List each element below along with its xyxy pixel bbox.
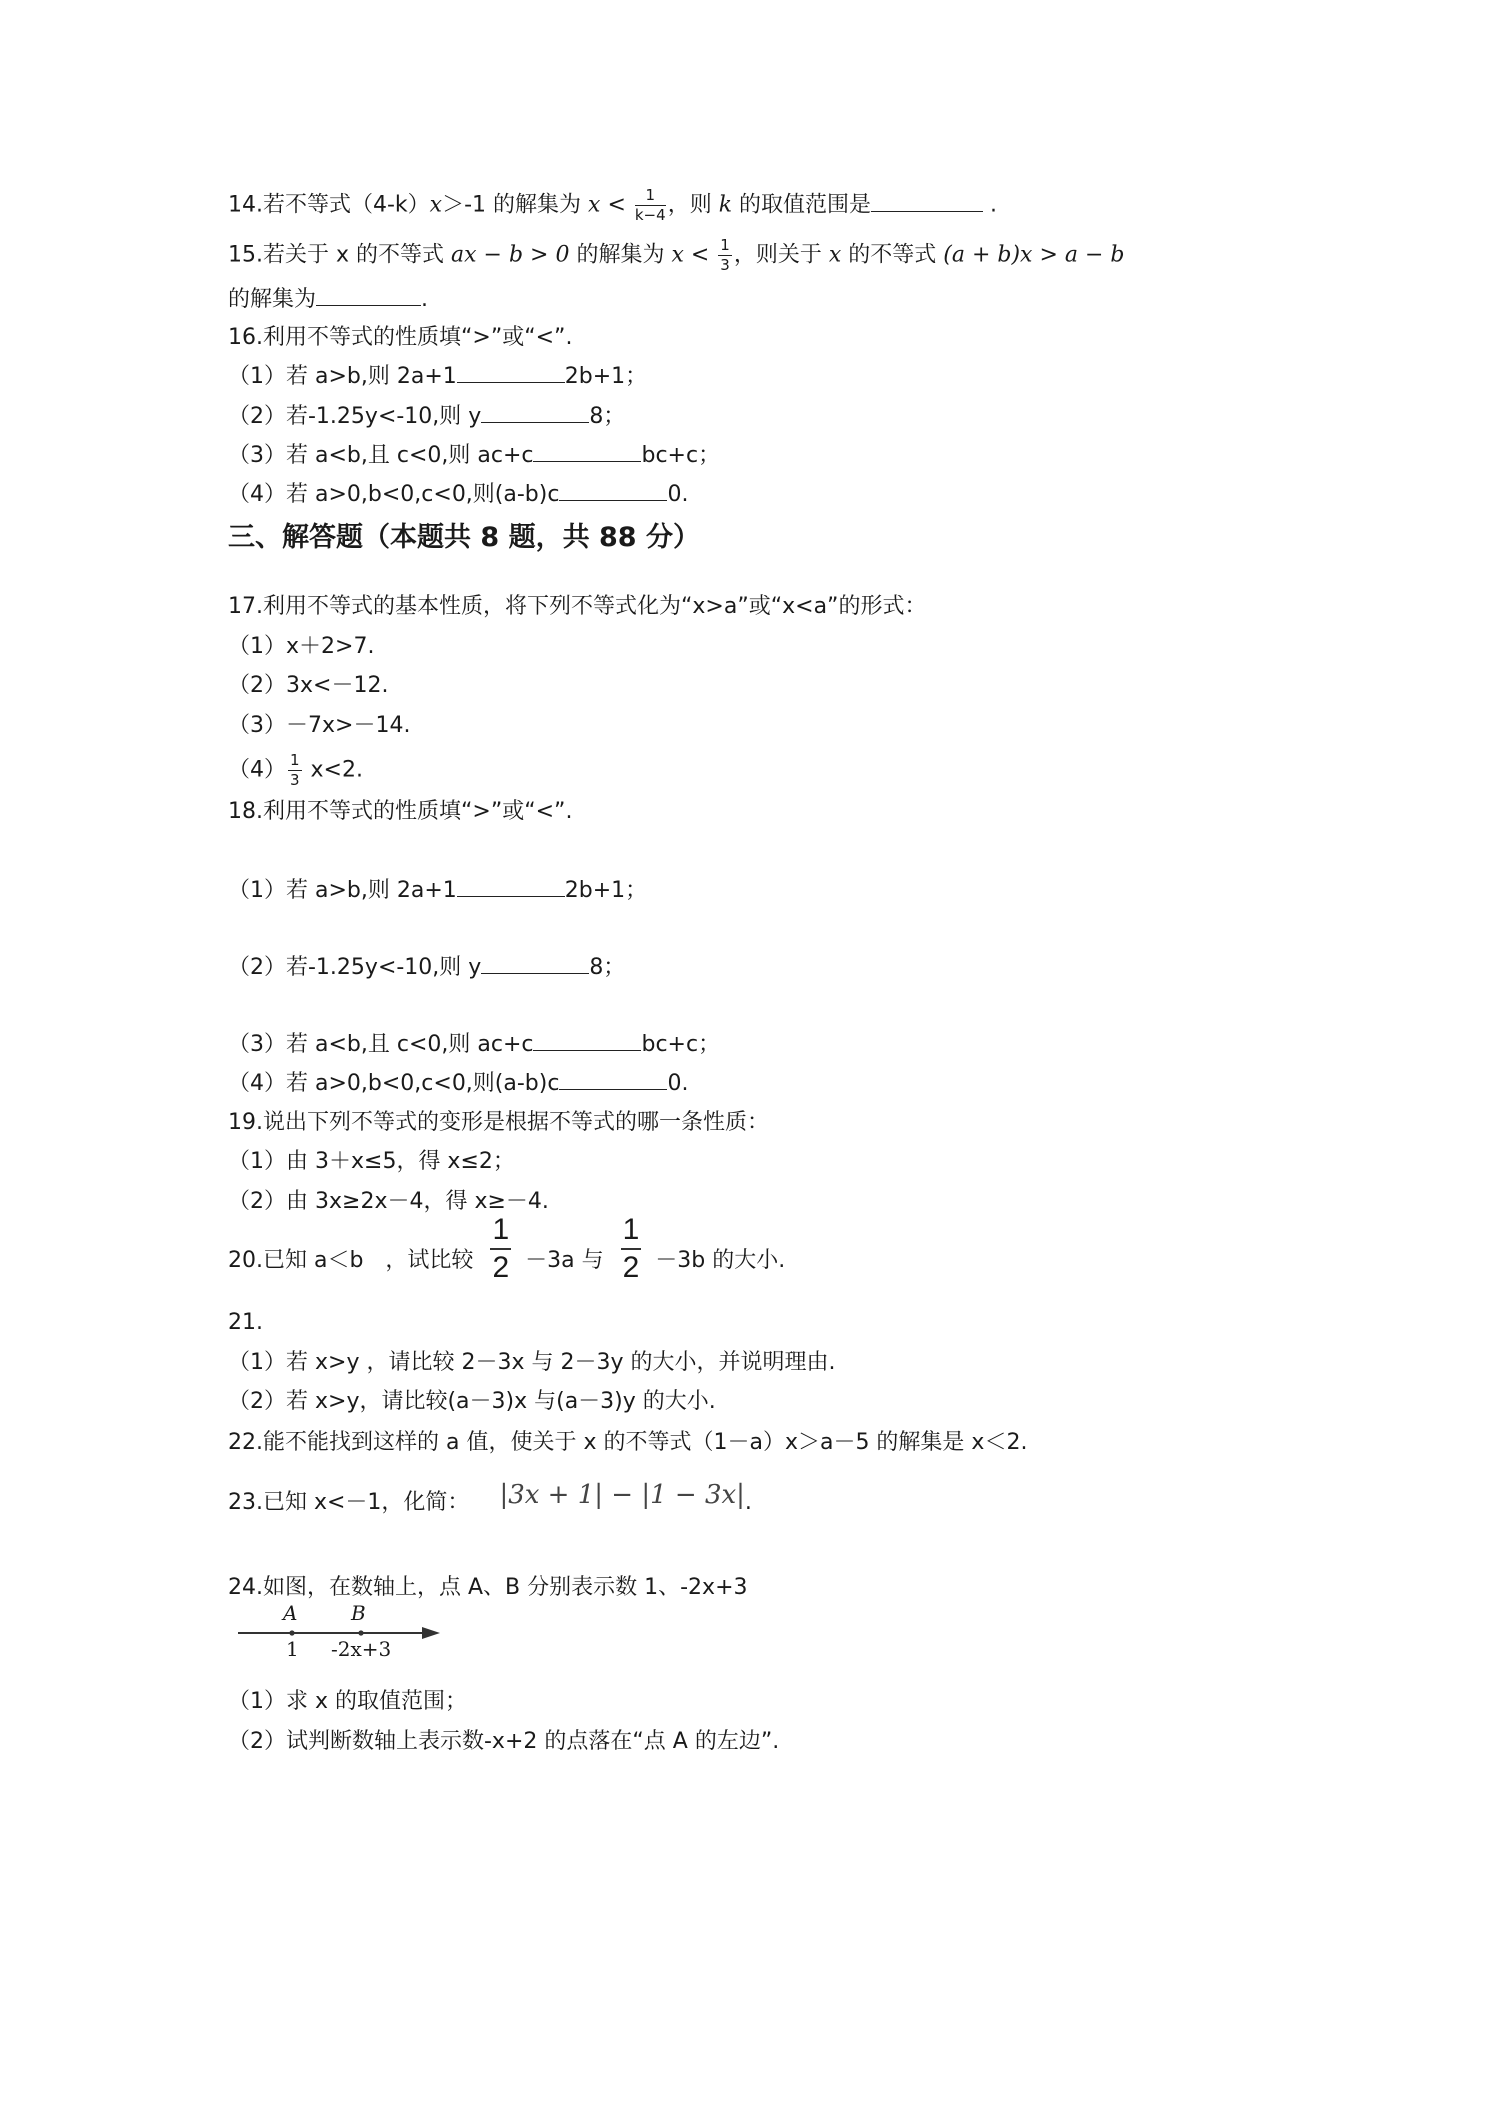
question-17-item-2: （2）3x<－12. <box>228 673 389 698</box>
question-19-item-2: （2）由 3x≥2x－4，得 x≥－4. <box>228 1189 549 1214</box>
question-20: 20.已知 a＜b ，试比较 $\frac{1}{2}$ －3a 与 $\frac{1}{2}$ －3b 的大小. <box>228 1213 786 1284</box>
question-19-item-1: （1）由 3＋x≤5，得 x≤2； <box>228 1149 515 1174</box>
fraction: $\frac{1}{3}$ <box>720 236 730 274</box>
question-22: 22.能不能找到这样的 a 值，使关于 x 的不等式（1－a）x＞a－5 的解集是 x＜2. <box>228 1430 1028 1455</box>
answer-blank[interactable] <box>533 441 641 462</box>
point-b-label: B <box>351 1601 366 1625</box>
number-line-figure <box>236 1601 446 1667</box>
question-24-item-2: （2）试判断数轴上表示数-x+2 的点落在“点 A 的左边”. <box>228 1729 780 1754</box>
question-17-item-4: （4） $\frac{1}{3}$ x<2. <box>228 751 363 789</box>
answer-blank[interactable] <box>457 362 565 383</box>
fraction-one-half: $\frac{1}{2}$ <box>622 1213 640 1284</box>
question-16-item-4: （4）若 a>0,b<0,c<0,则(a-b)c 0. <box>228 482 689 507</box>
answer-blank[interactable] <box>457 876 565 897</box>
question-24-title: 24.如图，在数轴上，点 A、B 分别表示数 1、-2x+3 <box>228 1575 748 1600</box>
question-17-item-1: （1）x＋2>7. <box>228 634 375 659</box>
question-18-item-4: （4）若 a>0,b<0,c<0,则(a-b)c 0. <box>228 1071 689 1096</box>
question-21-item-2: （2）若 x>y，请比较(a－3)x 与(a－3)y 的大小. <box>228 1389 716 1414</box>
question-21-item-1: （1）若 x>y ，请比较 2－3x 与 2－3y 的大小，并说明理由. <box>228 1350 836 1375</box>
point-a-value: 1 <box>286 1637 299 1661</box>
question-21-title: 21. <box>228 1310 263 1335</box>
question-18-item-3: （3）若 a<b,且 c<0,则 ac+c bc+c； <box>228 1032 721 1057</box>
point-a-dot <box>289 1630 294 1635</box>
absolute-value-expression: |3x + 1| − |1 − 3x| <box>499 1480 745 1510</box>
question-16-item-2: （2）若-1.25y<-10,则 y 8； <box>228 404 626 429</box>
answer-blank[interactable] <box>481 953 589 974</box>
question-24-item-1: （1）求 x 的取值范围； <box>228 1689 468 1714</box>
point-a-label: A <box>283 1601 298 1625</box>
point-b-dot <box>358 1630 363 1635</box>
question-15-line2: 的解集为 . <box>228 287 429 312</box>
question-18-item-1: （1）若 a>b,则 2a+1 2b+1； <box>228 878 648 903</box>
question-15: 15.若关于 x 的不等式 ax − b > 0 的解集为 x < $\frac{1}{3}$ ，则关于 x 的不等式 (a + b)x > a − b <box>228 236 1125 274</box>
question-16-item-1: （1）若 a>b,则 2a+1 2b+1； <box>228 364 648 389</box>
fraction: $\frac{1}{3}$ <box>290 751 300 789</box>
question-16-item-3: （3）若 a<b,且 c<0,则 ac+c bc+c； <box>228 443 721 468</box>
answer-blank[interactable] <box>559 480 667 501</box>
fraction-one-half: $\frac{1}{2}$ <box>492 1213 510 1284</box>
answer-blank[interactable] <box>871 191 983 212</box>
question-19-title: 19.说出下列不等式的变形是根据不等式的哪一条性质： <box>228 1110 769 1135</box>
question-17-item-3: （3）－7x>－14. <box>228 713 411 738</box>
question-18-item-2: （2）若-1.25y<-10,则 y 8； <box>228 955 626 980</box>
point-b-value: -2x+3 <box>331 1637 392 1661</box>
answer-blank[interactable] <box>559 1069 667 1090</box>
answer-blank[interactable] <box>481 402 589 423</box>
arrow-right-icon <box>422 1627 440 1639</box>
fraction: $\frac{1}{k-4}$ <box>634 186 666 224</box>
answer-blank[interactable] <box>533 1030 641 1051</box>
question-14: 14.若不等式（4-k）x＞-1 的解集为 x < $\frac{1}{k-4}$ ，则 k 的取值范围是 . <box>228 186 998 224</box>
question-23: 23.已知 x<－1，化简： |3x + 1| − |1 − 3x|. <box>228 1478 752 1528</box>
section-heading: 三、解答题（本题共 8 题，共 88 分） <box>228 522 700 553</box>
question-16-title: 16.利用不等式的性质填“>”或“<”. <box>228 325 573 350</box>
question-17-title: 17.利用不等式的基本性质，将下列不等式化为“x>a”或“x<a”的形式： <box>228 594 927 619</box>
question-18-title: 18.利用不等式的性质填“>”或“<”. <box>228 799 573 824</box>
answer-blank[interactable] <box>316 285 421 306</box>
